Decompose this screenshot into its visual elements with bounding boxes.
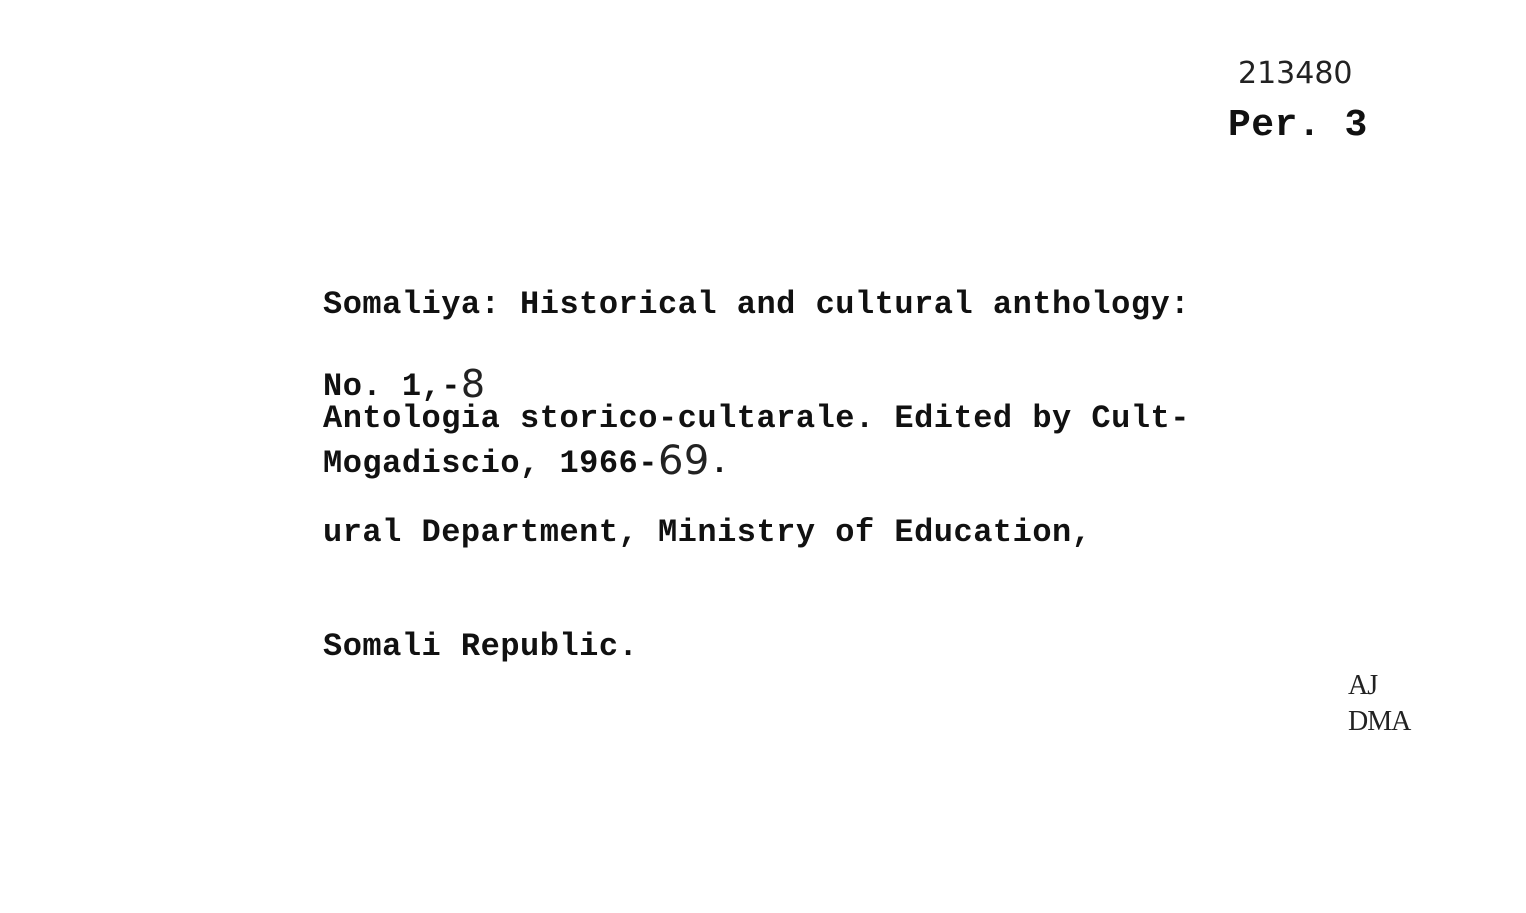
- imprint-handwritten: 69: [657, 438, 710, 484]
- title-line: Somali Republic.: [323, 628, 639, 665]
- holdings-statement: [323, 360, 486, 406]
- holdings-handwritten: 8: [460, 362, 486, 406]
- call-number: 213480: [1238, 56, 1353, 91]
- imprint-statement: [323, 436, 730, 484]
- shelf-mark-text: Per. 3: [1228, 104, 1368, 147]
- title-line: ural Department, Ministry of Education,: [323, 514, 1092, 551]
- initials-line: AJ: [1348, 670, 1378, 701]
- title-line: Somaliya: Historical and cultural anthology:: [323, 286, 1190, 323]
- initials-line: DMA: [1348, 706, 1411, 737]
- imprint-typed: Mogadiscio, 1966-: [323, 445, 658, 482]
- shelf-mark: [1228, 104, 1368, 147]
- holdings-typed: No. 1,-: [323, 368, 461, 405]
- imprint-period: .: [709, 445, 730, 482]
- title-line: Antologia storico-cultarale. Edited by Cult-: [323, 400, 1190, 437]
- cataloger-initials: [1348, 668, 1410, 740]
